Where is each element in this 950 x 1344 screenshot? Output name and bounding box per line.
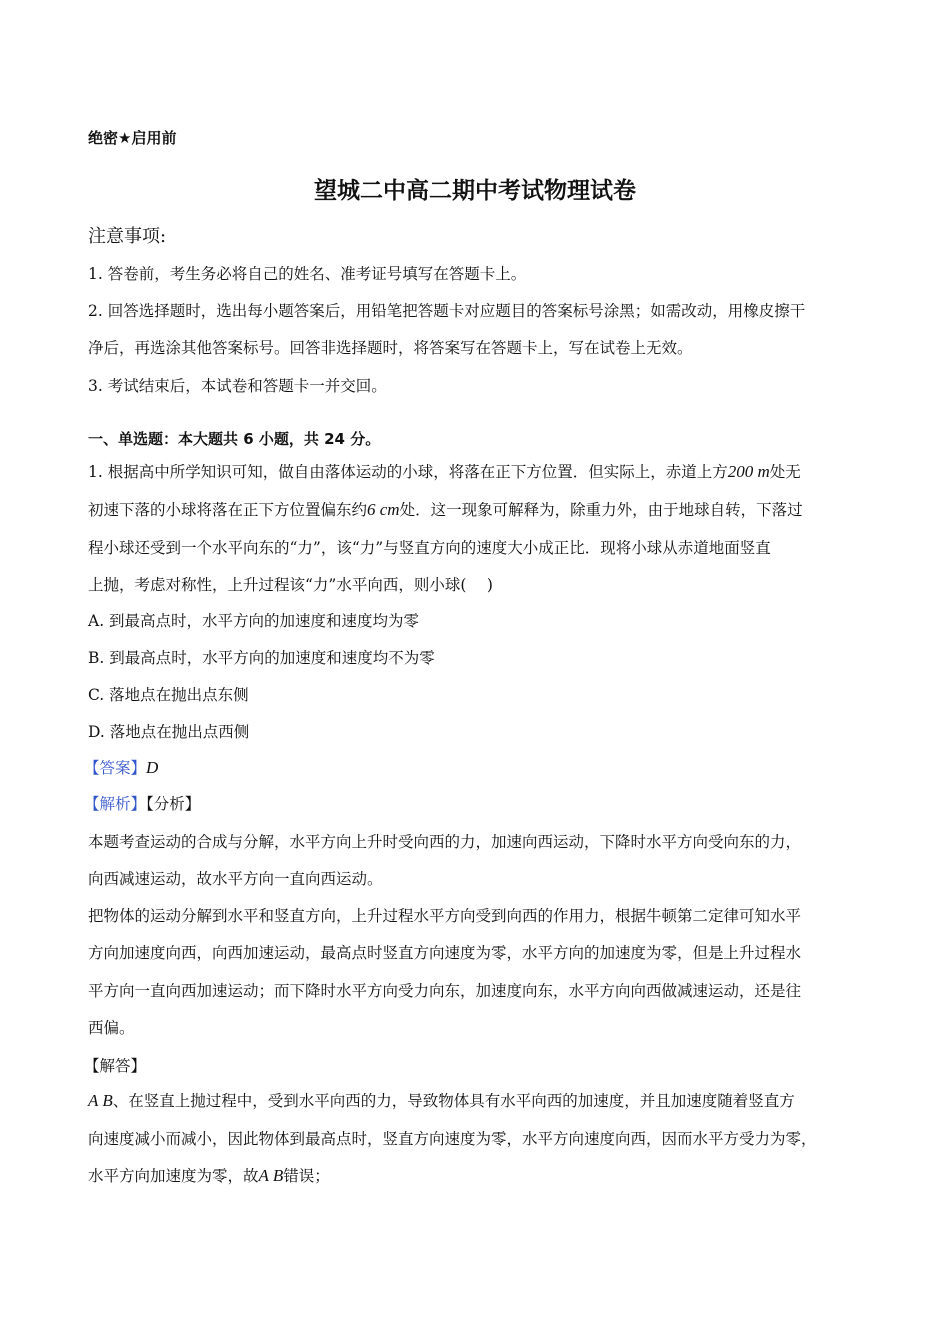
answer-label: 【答案】 (84, 759, 147, 777)
option-a: A. 到最高点时，水平方向的加速度和速度均为零 (88, 612, 420, 630)
answer-line (84, 758, 158, 778)
solution-line (88, 1166, 330, 1186)
question-line (88, 500, 803, 520)
analysis-line (84, 794, 200, 814)
answer-value: D (146, 758, 159, 777)
option-c: C. 落地点在抛出点东侧 (88, 686, 249, 704)
analysis-sub-label: 【分析】 (146, 795, 201, 813)
solution-label: 【解答】 (84, 1057, 147, 1075)
option-d: D. 落地点在抛出点西侧 (88, 723, 250, 741)
question-text: 初速下落的小球将落在正下方位置偏东约 (88, 501, 368, 519)
solution-text: 、在竖直上抛过程中，受到水平向西的力，导致物体具有水平向西的加速度，并且加速度随着竖直方 (112, 1092, 795, 1110)
solution-text: 错误； (283, 1167, 330, 1185)
question-line: 上抛，考虑对称性，上升过程该“力”水平向西，则小球( ) (88, 576, 493, 594)
notice-line: 3. 考试结束后，本试卷和答题卡一并交回。 (88, 377, 387, 395)
question-text: 处无 (769, 463, 801, 481)
question-line: 程小球还受到一个水平向东的“力”，该“力”与竖直方向的速度大小成正比．现将小球从赤道地面竖直 (88, 539, 771, 557)
notice-heading: 注意事项: (88, 226, 167, 247)
analysis-text: 平方向一直向西加速运动；而下降时水平方向受力向东，加速度向东，水平方向向西做减速运动，还是往 (88, 982, 802, 1000)
solution-text: 水平方向加速度为零，故 (88, 1167, 259, 1185)
analysis-text: 本题考查运动的合成与分解，水平方向上升时受向西的力，加速向西运动，下降时水平方向受向东的力， (88, 833, 802, 851)
math: 200 m (727, 462, 770, 481)
page-title: 望城二中高二期中考试物理试卷 (314, 178, 636, 204)
analysis-text: 方向加速度向西，向西加速运动，最高点时竖直方向速度为零，水平方向的加速度为零，但是上升过程水 (88, 944, 802, 962)
solution-line (88, 1091, 795, 1111)
confidential-label: 绝密★启用前 (88, 129, 177, 147)
notice-line: 净后，再选涂其他答案标号。回答非选择题时，将答案写在答题卡上，写在试卷上无效。 (88, 339, 693, 357)
notice-line: 1. 答卷前，考生务必将自己的姓名、准考证号填写在答题卡上。 (88, 265, 527, 283)
option-b: B. 到最高点时，水平方向的加速度和速度均不为零 (88, 649, 435, 667)
solution-line: 向速度减小而减小，因此物体到最高点时，竖直方向速度为零，水平方向速度向西，因而水平方受力为零， (88, 1130, 817, 1148)
math: 6 cm (367, 500, 400, 519)
question-text: 处．这一现象可解释为，除重力外，由于地球自转，下落过 (399, 501, 803, 519)
math: A B (88, 1091, 113, 1110)
notice-line: 2. 回答选择题时，选出每小题答案后，用铅笔把答题卡对应题目的答案标号涂黑；如需改动，用橡皮擦干 (88, 302, 806, 320)
analysis-text: 把物体的运动分解到水平和竖直方向，上升过程水平方向受到向西的作用力，根据牛顿第二定律可知水平 (88, 907, 802, 925)
math: A B (258, 1166, 284, 1185)
analysis-text: 向西减速运动，故水平方向一直向西运动。 (88, 870, 383, 888)
analysis-label: 【解析】 (84, 795, 147, 813)
analysis-text: 西偏。 (88, 1019, 135, 1037)
question-line (88, 462, 801, 482)
section-heading: 一、单选题：本大题共 6 小题，共 24 分。 (88, 430, 381, 448)
question-text: 1. 根据高中所学知识可知，做自由落体运动的小球，将落在正下方位置．但实际上，赤道上方 (88, 463, 728, 481)
